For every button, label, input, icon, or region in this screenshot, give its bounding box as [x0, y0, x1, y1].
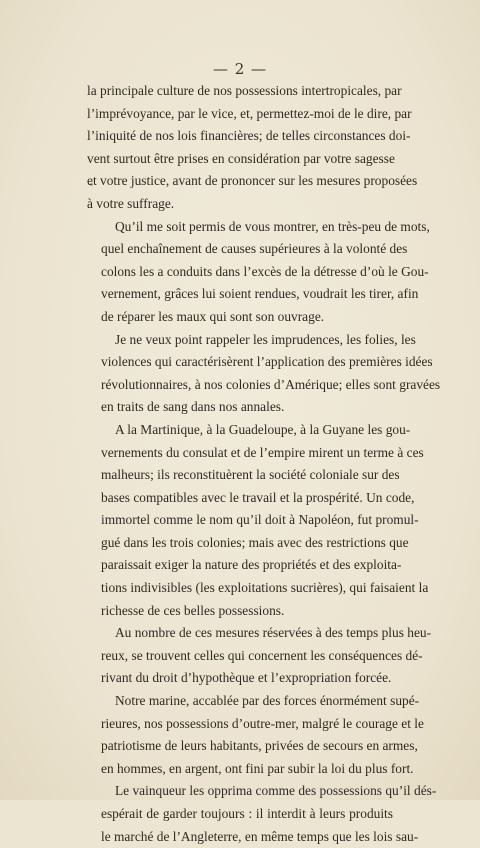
paragraph [87, 419, 429, 622]
text-line: rivant du droit d’hypothèque et l’expropriation forcée. [101, 670, 392, 686]
text-line: et votre justice, avant de prononcer sur les mesures proposées [87, 173, 418, 189]
text-line: espérait de garder toujours : il interdit à leurs produits [101, 806, 393, 821]
paragraph [87, 80, 418, 216]
paragraph [87, 690, 424, 780]
text-line: Je ne veux point rappeler les imprudences, les folies, les [115, 331, 416, 347]
text-line: en traits de sang dans nos annales. [101, 399, 285, 415]
page-number: — 2 — [212, 60, 268, 78]
text-line: la principale culture de nos possessions intertropicales, par [87, 83, 402, 98]
text-line: Le vainqueur les opprima comme des possessions qu’il dés- [115, 783, 437, 799]
text-line: vernements du consulat et de l’empire mirent un terme à ces [101, 444, 424, 460]
text-line: l’imprévoyance, par le vice, et, permettez-moi de le dire, par [87, 105, 412, 121]
text-line: richesse de ces belles possessions. [101, 602, 285, 618]
text-line: tions indivisibles (les exploitations sucrières), qui faisaient la [101, 580, 429, 596]
text-line: Qu’il me soit permis de vous montrer, en très-peu de mots, [115, 218, 430, 234]
text-line: gué dans les trois colonies; mais avec des restrictions que [101, 534, 409, 550]
paragraph [87, 329, 441, 419]
text-line: le marché de l’Angleterre, en même temps que les lois sau- [101, 828, 419, 844]
paragraph [87, 622, 432, 690]
text-line: paraissait exiger la nature des propriétés et des exploita- [101, 557, 402, 573]
text-line: bases compatibles avec le travail et la prospérité. Un code, [101, 489, 415, 505]
text-line: quel enchaînement de causes supérieures à la volonté des [101, 241, 408, 257]
text-line: patriotisme de leurs habitants, privées de secours en armes, [101, 738, 418, 754]
text-line: colons les a conduits dans l’excès de la détresse d’où le Gou- [101, 263, 429, 279]
text-line: malheurs; ils reconstituèrent la société coloniale sur des [101, 467, 400, 483]
text-line: révolutionnaires, à nos colonies d’Amérique; elles sont gravées [101, 376, 441, 392]
text-line: immortel comme le nom qu’il doit à Napoléon, fut promul- [101, 512, 419, 528]
text-line: en hommes, en argent, ont fini par subir la loi du plus fort. [101, 760, 414, 776]
text-line: vent surtout être prises en considération par votre sagesse [87, 150, 395, 166]
body-text [87, 80, 441, 848]
text-line: l’iniquité de nos lois financières; de telles circonstances doi- [87, 128, 411, 144]
text-line: à votre suffrage. [87, 195, 175, 211]
text-line: A la Martinique, à la Guadeloupe, à la Guyane les gou- [115, 421, 411, 437]
text-line: vernement, grâces lui soient rendues, voudrait les tirer, afin [101, 286, 419, 302]
text-line: Au nombre de ces mesures réservées à des temps plus heu- [115, 625, 432, 641]
paragraph [87, 780, 437, 848]
text-line: Notre marine, accablée par des forces énormément supé- [115, 693, 420, 709]
paragraph [87, 216, 430, 329]
text-line: rieures, nos possessions d’outre-mer, malgré le courage et le [101, 715, 424, 731]
text-line: violences qui caractérisèrent l’application des premières idées [101, 354, 433, 370]
text-line: de réparer les maux qui sont son ouvrage. [101, 308, 325, 324]
text-line: reux, se trouvent celles qui concernent les conséquences dé- [101, 647, 423, 663]
